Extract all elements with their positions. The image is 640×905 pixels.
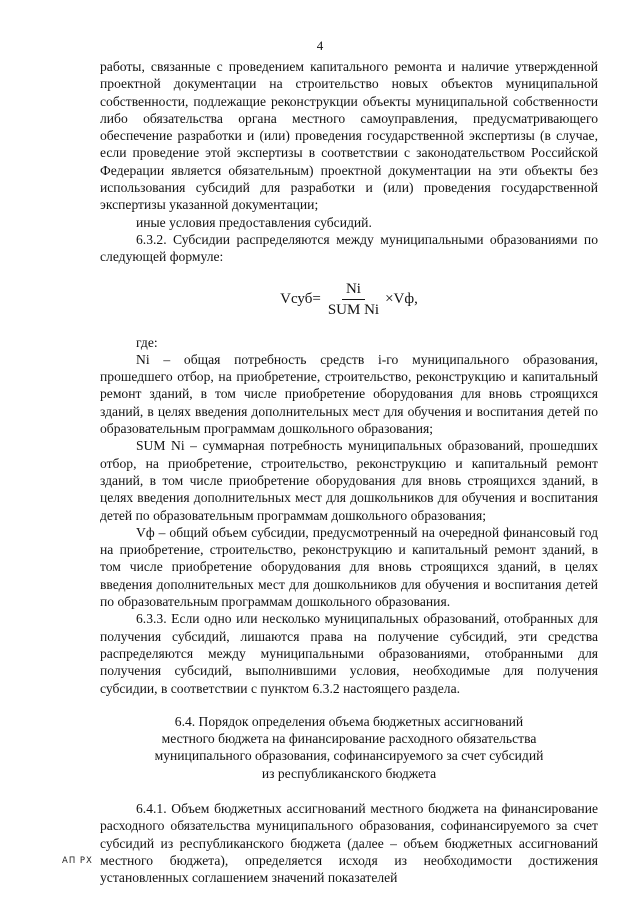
definition-vf: Vф – общий объем субсидии, предусмотренный на очередной финансовый год на приобретение, строительство, реконструкцию и капитальный ремонт зданий, в том числе приобретение оборудования для вновь строящихся зданий, в целях введения дополнительных мест для дошкольников для обучения и воспитания детей по образовательным программам дошкольного образования. [100,524,598,610]
section-title-line: из республиканского бюджета [261,765,437,781]
document-body [100,58,598,886]
formula-rhs: ×Vф, [385,290,418,307]
paragraph-6-3-2: 6.3.2. Субсидии распределяются между муниципальными образованиями по следующей формуле: [100,231,598,265]
distribution-formula [100,272,598,328]
formula-lhs: Vсуб= [280,290,321,307]
paragraph-other-conditions: иные условия предоставления субсидий. [136,214,372,230]
formula-fraction [324,280,383,319]
formula-numerator: Ni [342,280,365,300]
section-title-line: местного бюджета на финансирование расходного обязательства [161,731,537,747]
where-label: где: [136,334,158,350]
footer-mark: АП РХ [62,856,93,866]
section-title-6-4 [100,713,598,782]
page-number: 4 [316,38,324,53]
formula-denominator: SUM Ni [327,302,380,319]
definition-ni: Ni – общая потребность средств i-го муниципального образования, прошедшего отбор, на приобретение, строительство, реконструкцию и капитальный ремонт зданий, в том числе приобретение оборудования для вновь строящихся зданий, в целях введения дополнительных мест для обучения и воспитания детей по образовательным программам дошкольного образования; [100,351,598,437]
paragraph-6-3-3: 6.3.3. Если одно или несколько муниципальных образований, отобранных для получения субсидий, лишаются права на получение субсидий, эти средства распределяются между муниципальными образованиями, отобранными для получения субсидий, выполнившими условия, необходимые для получения субсидии, в соответствии с пунктом 6.3.2 настоящего раздела. [100,611,598,696]
paragraph-conditions-continued: работы, связанные с проведением капитального ремонта и наличие утвержденной проектной документации на строительство новых объектов муниципальной собственности, подлежащие реконструкции объекты муниципальной собственности либо обязательства органа местного самоуправления, предусматривающего обеспечение разработки и (или) проведения государственной экспертизы (в случае, если проведение этой экспертизы в соответствии с законодательством Российской Федерации является обязательным) проектной документации на эти объекты без использования субсидий для разработки и (или) проведения государственной экспертизы указанной документации; [100,59,598,213]
section-title-line: муниципального образования, софинансируемого за счет субсидий [154,748,544,764]
definition-sum-ni: SUM Ni – суммарная потребность муниципальных образований, прошедших отбор, на приобретение, строительство, реконструкцию и капитальный ремонт зданий, в том числе приобретение оборудования для вновь строящихся зданий, в целях введения дополнительных мест для дошкольников для обучения и воспитания детей по образовательным программам дошкольного образования; [100,438,598,523]
section-title-line: 6.4. Порядок определения объема бюджетных ассигнований [174,713,524,729]
paragraph-6-4-1: 6.4.1. Объем бюджетных ассигнований местного бюджета на финансирование расходного обязательства муниципального образования, софинансируемого за счет субсидий из республиканского бюджета (далее – объем бюджетных ассигнований местного бюджета), определяется исходя из необходимости достижения установленных соглашением значений показателей [100,800,598,886]
